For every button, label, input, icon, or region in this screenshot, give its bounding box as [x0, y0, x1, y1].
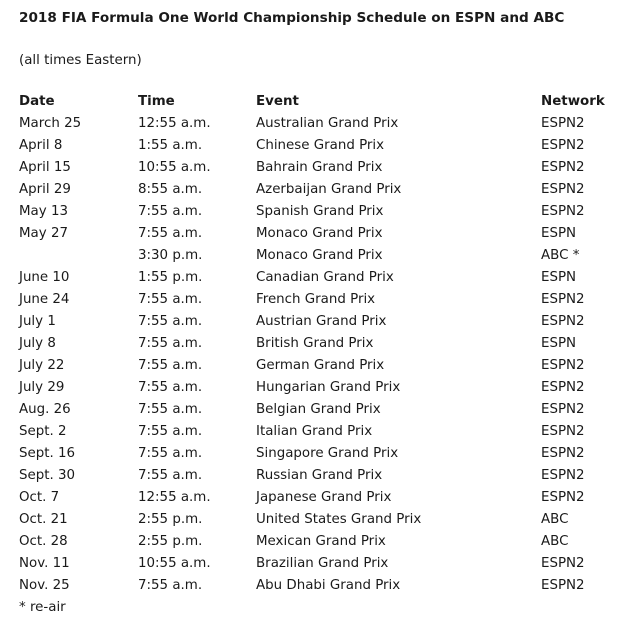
table-row	[19, 575, 621, 597]
table-row	[19, 355, 621, 377]
cell-date: Oct. 21	[19, 512, 68, 527]
cell-event: Australian Grand Prix	[256, 116, 399, 131]
cell-network: ESPN2	[541, 358, 585, 373]
cell-network: ESPN2	[541, 314, 585, 329]
cell-date: Aug. 26	[19, 402, 71, 417]
cell-date: March 25	[19, 116, 82, 131]
cell-network: ESPN2	[541, 424, 585, 439]
cell-date: July 1	[19, 314, 56, 329]
cell-event: Monaco Grand Prix	[256, 226, 383, 241]
cell-date: Sept. 2	[19, 424, 67, 439]
table-row	[19, 333, 621, 355]
table-row	[19, 553, 621, 575]
cell-event: French Grand Prix	[256, 292, 376, 307]
cell-date: April 29	[19, 182, 71, 197]
column-header-date: Date	[19, 94, 55, 109]
cell-network: ESPN2	[541, 116, 585, 131]
cell-time: 3:30 p.m.	[138, 248, 203, 263]
cell-time: 10:55 a.m.	[138, 160, 211, 175]
cell-date: June 10	[19, 270, 70, 285]
cell-time: 7:55 a.m.	[138, 358, 203, 373]
cell-event: Russian Grand Prix	[256, 468, 383, 483]
table-row	[19, 201, 621, 223]
cell-date: Nov. 25	[19, 578, 70, 593]
cell-network: ESPN2	[541, 204, 585, 219]
footnote: * re-air	[19, 600, 66, 615]
cell-network: ESPN2	[541, 578, 585, 593]
cell-date: Oct. 7	[19, 490, 60, 505]
table-row	[19, 531, 621, 553]
cell-event: Abu Dhabi Grand Prix	[256, 578, 401, 593]
cell-time: 7:55 a.m.	[138, 292, 203, 307]
cell-event: Canadian Grand Prix	[256, 270, 394, 285]
cell-date: May 13	[19, 204, 68, 219]
cell-time: 7:55 a.m.	[138, 314, 203, 329]
cell-event: Austrian Grand Prix	[256, 314, 387, 329]
cell-event: Monaco Grand Prix	[256, 248, 383, 263]
schedule-table-body	[19, 113, 621, 597]
table-row	[19, 267, 621, 289]
table-row	[19, 179, 621, 201]
cell-network: ESPN2	[541, 490, 585, 505]
table-row	[19, 421, 621, 443]
cell-event: Azerbaijan Grand Prix	[256, 182, 402, 197]
cell-event: Belgian Grand Prix	[256, 402, 381, 417]
page-title: 2018 FIA Formula One World Championship Schedule on ESPN and ABC	[19, 10, 565, 26]
table-row	[19, 487, 621, 509]
cell-time: 7:55 a.m.	[138, 446, 203, 461]
cell-network: ESPN2	[541, 160, 585, 175]
cell-event: Singapore Grand Prix	[256, 446, 399, 461]
cell-network: ESPN2	[541, 556, 585, 571]
cell-date: May 27	[19, 226, 68, 241]
cell-date: Sept. 16	[19, 446, 76, 461]
cell-time: 8:55 a.m.	[138, 182, 203, 197]
table-row	[19, 377, 621, 399]
cell-date: June 24	[19, 292, 70, 307]
table-row	[19, 311, 621, 333]
schedule-table	[19, 91, 621, 597]
cell-date: July 29	[19, 380, 65, 395]
table-row	[19, 509, 621, 531]
cell-event: Hungarian Grand Prix	[256, 380, 401, 395]
cell-time: 2:55 p.m.	[138, 512, 203, 527]
table-row	[19, 399, 621, 421]
cell-event: British Grand Prix	[256, 336, 374, 351]
cell-time: 1:55 a.m.	[138, 138, 203, 153]
cell-time: 7:55 a.m.	[138, 424, 203, 439]
cell-time: 10:55 a.m.	[138, 556, 211, 571]
cell-network: ESPN2	[541, 380, 585, 395]
timezone-note: (all times Eastern)	[19, 53, 142, 68]
cell-time: 7:55 a.m.	[138, 468, 203, 483]
cell-event: Bahrain Grand Prix	[256, 160, 383, 175]
cell-network: ABC *	[541, 248, 580, 263]
table-row	[19, 157, 621, 179]
cell-network: ESPN2	[541, 182, 585, 197]
cell-network: ESPN2	[541, 292, 585, 307]
cell-time: 7:55 a.m.	[138, 402, 203, 417]
table-header-row	[19, 91, 621, 113]
table-row	[19, 135, 621, 157]
cell-time: 7:55 a.m.	[138, 226, 203, 241]
cell-date: Sept. 30	[19, 468, 76, 483]
cell-event: Japanese Grand Prix	[256, 490, 392, 505]
cell-time: 2:55 p.m.	[138, 534, 203, 549]
cell-time: 7:55 a.m.	[138, 578, 203, 593]
cell-event: United States Grand Prix	[256, 512, 422, 527]
cell-time: 7:55 a.m.	[138, 204, 203, 219]
table-row	[19, 245, 621, 267]
cell-date: April 15	[19, 160, 71, 175]
table-row	[19, 465, 621, 487]
column-header-event: Event	[256, 94, 299, 109]
cell-network: ABC	[541, 512, 569, 527]
cell-event: Brazilian Grand Prix	[256, 556, 389, 571]
cell-date: Nov. 11	[19, 556, 70, 571]
cell-time: 7:55 a.m.	[138, 380, 203, 395]
cell-network: ESPN	[541, 270, 577, 285]
cell-event: Mexican Grand Prix	[256, 534, 386, 549]
cell-network: ABC	[541, 534, 569, 549]
table-row	[19, 443, 621, 465]
cell-event: German Grand Prix	[256, 358, 385, 373]
table-row	[19, 289, 621, 311]
cell-network: ESPN2	[541, 468, 585, 483]
cell-network: ESPN	[541, 336, 577, 351]
cell-date: July 8	[19, 336, 56, 351]
cell-event: Spanish Grand Prix	[256, 204, 384, 219]
cell-network: ESPN2	[541, 138, 585, 153]
schedule-document	[19, 8, 629, 619]
cell-network: ESPN2	[541, 446, 585, 461]
cell-date	[19, 245, 138, 267]
cell-network: ESPN2	[541, 402, 585, 417]
cell-date: Oct. 28	[19, 534, 68, 549]
table-row	[19, 223, 621, 245]
cell-time: 12:55 a.m.	[138, 116, 211, 131]
cell-time: 1:55 p.m.	[138, 270, 203, 285]
cell-event: Italian Grand Prix	[256, 424, 373, 439]
cell-date: April 8	[19, 138, 63, 153]
table-row	[19, 113, 621, 135]
column-header-time: Time	[138, 94, 175, 109]
cell-event: Chinese Grand Prix	[256, 138, 385, 153]
cell-network: ESPN	[541, 226, 577, 241]
cell-date: July 22	[19, 358, 65, 373]
cell-time: 7:55 a.m.	[138, 336, 203, 351]
cell-time: 12:55 a.m.	[138, 490, 211, 505]
column-header-network: Network	[541, 94, 605, 109]
